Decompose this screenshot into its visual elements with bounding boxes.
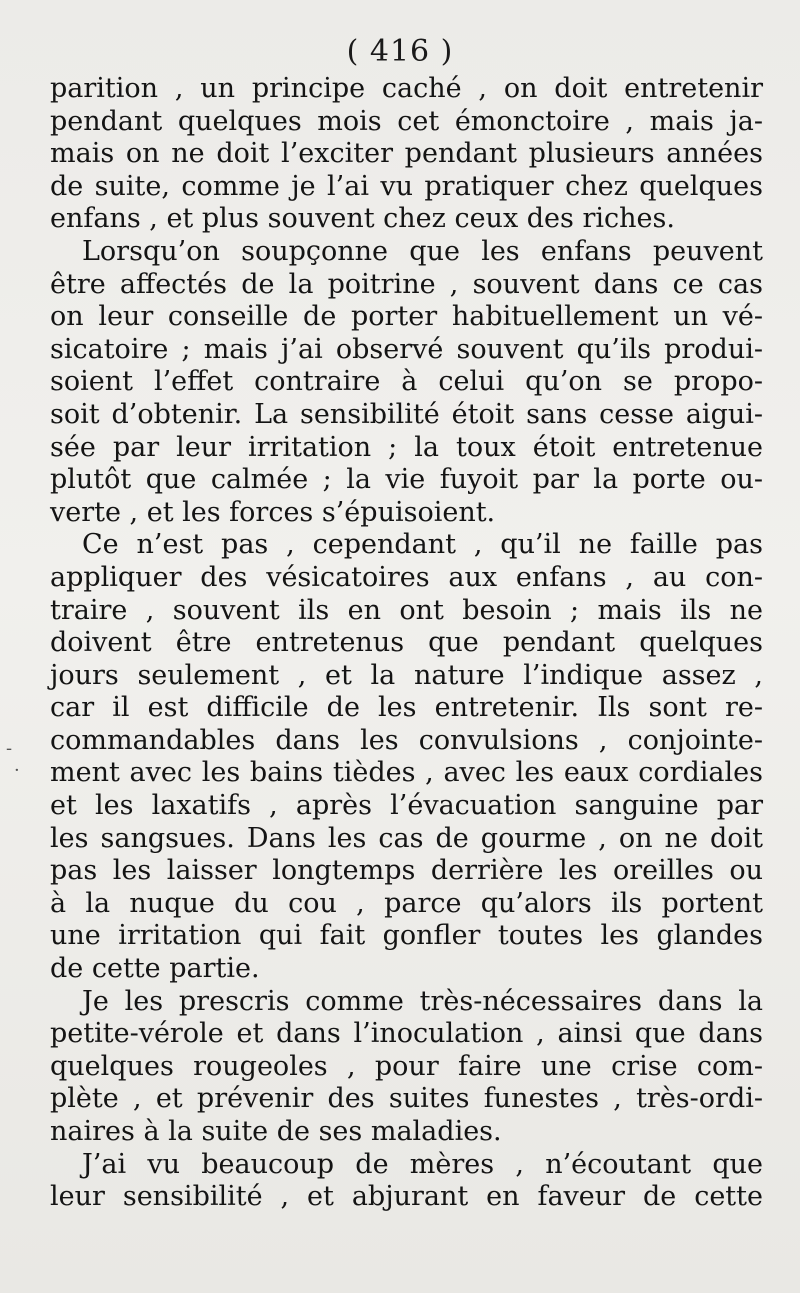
text-line: enfans , et plus souvent chez ceux des riches.	[50, 203, 675, 235]
text-line: appliquer des vésicatoires aux enfans , au con-	[50, 561, 763, 593]
text-line: leur sensibilité , et abjurant en faveur de cette	[50, 1181, 763, 1213]
margin-mark: -	[6, 738, 13, 759]
text-line: soient l’effet contraire à celui qu’on se propo-	[50, 366, 763, 398]
text-line: pendant quelques mois cet émonctoire , mais ja-	[50, 105, 763, 137]
text-line: Je les prescris comme très-nécessaires dans la	[82, 985, 763, 1017]
text-line: de suite, comme je l’ai vu pratiquer chez quelques	[50, 170, 763, 202]
text-line: traire , souvent ils en ont besoin ; mais ils ne	[50, 594, 763, 626]
text-line: verte , et les forces s’épuisoient.	[50, 496, 496, 528]
text-line: petite-vérole et dans l’inoculation , ainsi que dans	[50, 1018, 763, 1050]
text-line: naires à la suite de ses maladies.	[50, 1116, 502, 1147]
body-text	[50, 73, 763, 1214]
text-line: être affectés de la poitrine , souvent dans ce cas	[50, 268, 763, 300]
margin-mark: ·	[14, 760, 20, 781]
text-line: plutôt que calmée ; la vie fuyoit par la porte ou-	[50, 464, 763, 496]
text-line: ment avec les bains tièdes , avec les eaux cordiales	[50, 757, 763, 789]
text-line: J’ai vu beaucoup de mères , n’écoutant que	[82, 1148, 763, 1180]
text-line: sée par leur irritation ; la toux étoit entretenue	[50, 431, 763, 463]
text-line: à la nuque du cou , parce qu’alors ils portent	[50, 887, 763, 919]
text-line: parition , un principe caché , on doit entretenir	[50, 73, 763, 104]
text-line: pas les laisser longtemps derrière les oreilles ou	[50, 855, 763, 887]
text-line: soit d’obtenir. La sensibilité étoit sans cesse aigui-	[50, 398, 763, 430]
text-line: commandables dans les convulsions , conjointe-	[50, 724, 763, 756]
text-line: jours seulement , et la nature l’indique assez ,	[50, 659, 763, 691]
text-line: on leur conseille de porter habituellement un vé-	[50, 301, 763, 333]
text-line: Lorsqu’on soupçonne que les enfans peuvent	[82, 235, 763, 267]
text-line: sicatoire ; mais j’ai observé souvent qu’ils produi-	[50, 333, 763, 365]
text-line: quelques rougeoles , pour faire une crise com-	[50, 1050, 763, 1082]
text-line: doivent être entretenus que pendant quelques	[50, 627, 763, 659]
text-line: et les laxatifs , après l’évacuation sanguine par	[50, 790, 763, 822]
text-line: Ce n’est pas , cependant , qu’il ne faille pas	[82, 529, 763, 561]
text-line: plète , et prévenir des suites funestes , très-ordi-	[50, 1083, 763, 1115]
page-number: ( 416 )	[346, 34, 454, 69]
text-line: mais on ne doit l’exciter pendant plusieurs années	[50, 138, 763, 170]
text-line: car il est difficile de les entretenir. Ils sont re-	[50, 692, 763, 724]
text-line: de cette partie.	[50, 953, 260, 985]
text-line: les sangsues. Dans les cas de gourme , on ne doit	[50, 822, 763, 854]
text-line: une irritation qui fait gonfler toutes les glandes	[50, 920, 763, 952]
